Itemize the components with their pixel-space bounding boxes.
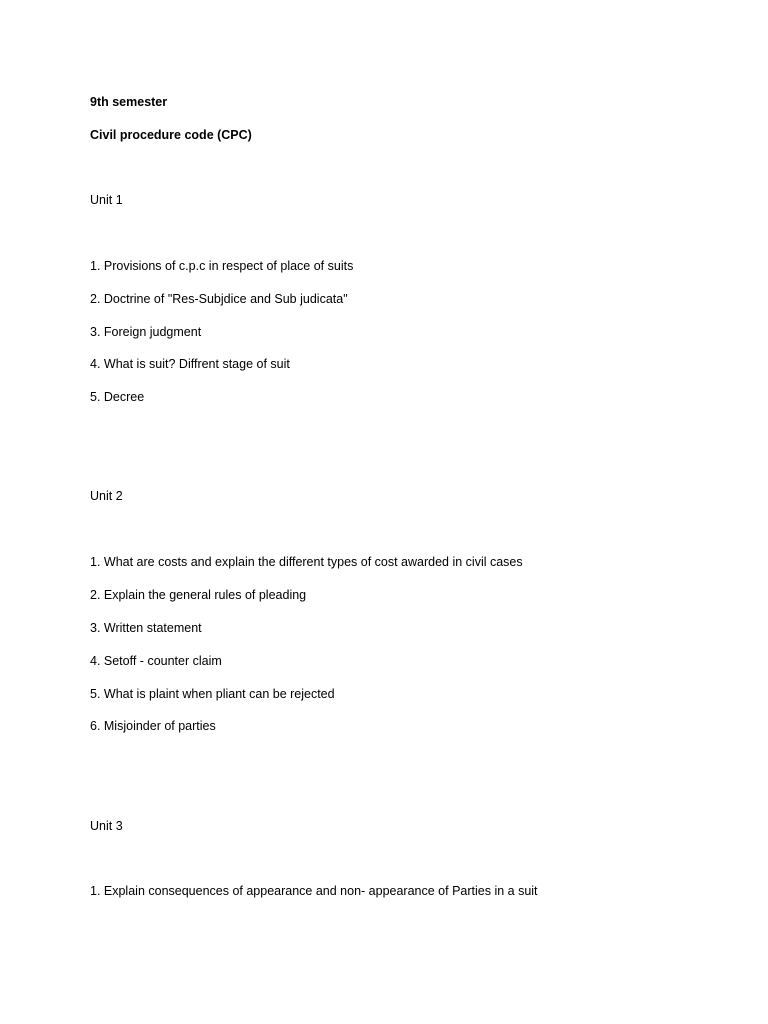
subject-title: Civil procedure code (CPC) — [90, 128, 252, 142]
semester-heading: 9th semester — [90, 95, 168, 109]
list-item: 1. Provisions of c.p.c in respect of place of suits — [90, 259, 354, 273]
list-item: 3. Foreign judgment — [90, 325, 202, 339]
list-item: 4. Setoff - counter claim — [90, 654, 222, 668]
list-item: 1. What are costs and explain the different types of cost awarded in civil cases — [90, 555, 523, 569]
list-item: 2. Explain the general rules of pleading — [90, 588, 307, 602]
list-item: 5. What is plaint when pliant can be rejected — [90, 687, 335, 701]
unit-1-heading: Unit 1 — [90, 193, 123, 207]
list-item: 3. Written statement — [90, 621, 202, 635]
list-item: 5. Decree — [90, 390, 145, 404]
list-item: 2. Doctrine of "Res-Subjdice and Sub judicata" — [90, 292, 348, 306]
unit-2-heading: Unit 2 — [90, 489, 123, 503]
list-item: 4. What is suit? Diffrent stage of suit — [90, 357, 290, 371]
unit-3-heading: Unit 3 — [90, 819, 123, 833]
list-item: 6. Misjoinder of parties — [90, 719, 216, 733]
list-item: 1. Explain consequences of appearance and non- appearance of Parties in a suit — [90, 884, 538, 898]
